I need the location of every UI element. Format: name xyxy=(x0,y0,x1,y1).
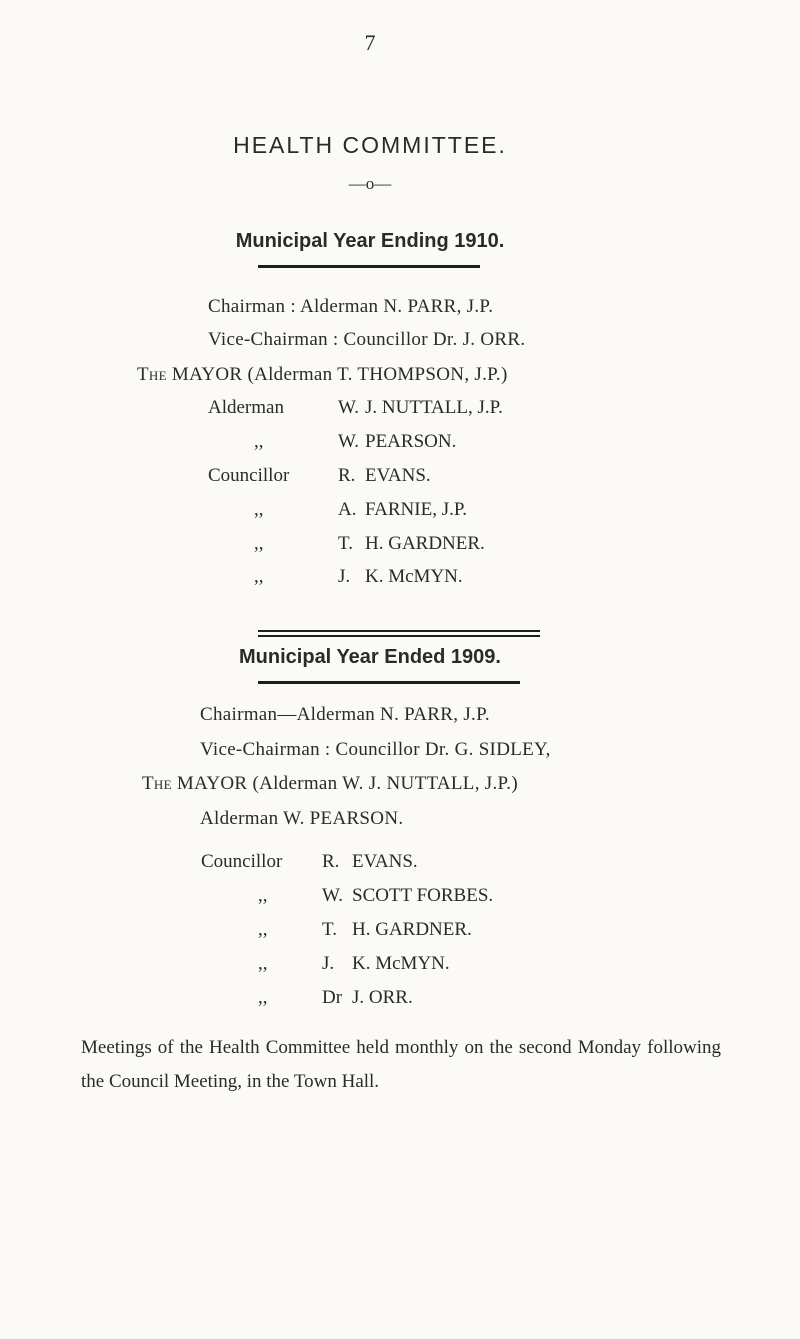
member-row: Alderman W. J. NUTTALL, J.P. xyxy=(208,397,503,418)
alderman-1909: Alderman W. PEARSON. xyxy=(200,808,404,829)
member-row: Councillor R. EVANS. xyxy=(201,851,418,872)
vice-chairman-1910: Vice-Chairman : Councillor Dr. J. ORR. xyxy=(208,329,526,350)
member-row: Councillor R. EVANS. xyxy=(208,465,431,486)
member-row: ,, T. H. GARDNER. xyxy=(258,919,472,940)
section-divider xyxy=(258,635,540,637)
page-title: HEALTH COMMITTEE. xyxy=(233,132,507,158)
member-row: ,, W. PEARSON. xyxy=(254,431,457,452)
mayor-text: MAYOR (Alderman W. J. NUTTALL, J.P.) xyxy=(176,773,518,794)
mayor-prefix: The xyxy=(137,364,167,385)
heading-underline xyxy=(258,681,520,684)
heading-underline xyxy=(258,265,480,268)
member-row: ,, T. H. GARDNER. xyxy=(254,533,485,554)
mayor-1909 xyxy=(142,773,518,795)
member-row: ,, J. K. McMYN. xyxy=(258,953,450,974)
mayor-1910 xyxy=(137,364,508,386)
chairman-1909: Chairman—Alderman N. PARR, J.P. xyxy=(200,704,490,725)
section-divider xyxy=(258,630,540,632)
vice-chairman-1909: Vice-Chairman : Councillor Dr. G. SIDLEY, xyxy=(200,739,551,760)
section-heading-1909: Municipal Year Ended 1909. xyxy=(239,646,501,668)
section-heading-1910: Municipal Year Ending 1910. xyxy=(235,230,505,252)
member-row: ,, A. FARNIE, J.P. xyxy=(254,499,468,520)
member-row: ,, Dr J. ORR. xyxy=(258,987,413,1008)
divider-mark: —o— xyxy=(348,174,392,193)
mayor-prefix: The xyxy=(142,773,172,794)
page-number: 7 xyxy=(364,30,376,55)
mayor-text: MAYOR (Alderman T. THOMPSON, J.P.) xyxy=(171,364,508,385)
chairman-1910: Chairman : Alderman N. PARR, J.P. xyxy=(208,296,494,317)
member-row: ,, J. K. McMYN. xyxy=(254,566,463,587)
meetings-note: Meetings of the Health Committee held monthly on the second Monday following the Council Meeting, in the Town Hall. xyxy=(81,1037,721,1092)
member-row: ,, W. SCOTT FORBES. xyxy=(258,885,494,906)
